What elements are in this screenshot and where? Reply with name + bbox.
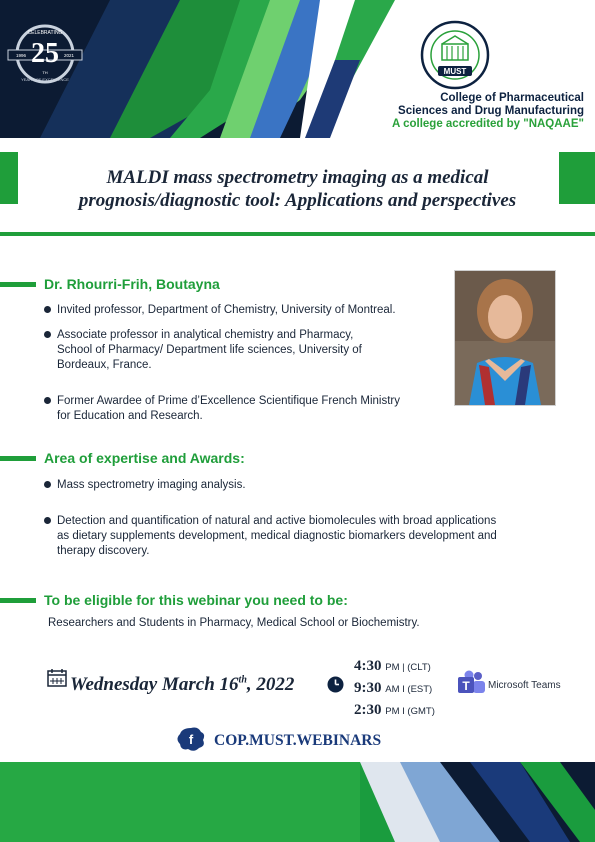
bullet-text: as dietary supplements development, medical diagnostic biomarkers development and	[57, 530, 497, 542]
expertise-section-bar	[0, 456, 36, 461]
title-divider	[0, 232, 595, 236]
bullet-dot	[44, 397, 51, 404]
footer-decorative-band	[0, 740, 595, 842]
facebook-page-handle[interactable]: COP.MUST.WEBINARS	[214, 732, 382, 749]
expertise-bullet	[44, 514, 497, 559]
speaker-bullet	[44, 394, 400, 424]
webinar-title-line2: prognosis/diagnostic tool: Applications and perspectives	[78, 190, 517, 211]
anniversary-top-text: CELEBRATING	[27, 30, 63, 36]
college-logo-abbrev: MUST	[443, 67, 467, 76]
speaker-bullet	[44, 328, 362, 373]
college-name-line2: Sciences and Drug Manufacturing	[398, 105, 584, 117]
time-value: 2:30	[354, 702, 382, 718]
bullet-text: for Education and Research.	[57, 410, 203, 422]
time-value: 9:30	[354, 680, 382, 696]
time-row	[354, 700, 435, 722]
svg-text:f: f	[188, 732, 194, 747]
bullet-text: Detection and quantification of natural and active biomolecules with broad applications	[57, 515, 497, 527]
microsoft-teams-label: Microsoft Teams	[488, 680, 561, 691]
college-logo	[420, 20, 490, 90]
time-zone: PM I (GMT)	[385, 706, 435, 717]
accreditation-text: A college accredited by "NAQAAE"	[392, 118, 584, 130]
bullet-text: School of Pharmacy/ Department life sciences, University of	[57, 344, 362, 356]
anniversary-right-year: 2021	[64, 53, 75, 58]
bullet-dot	[44, 331, 51, 338]
clock-icon	[327, 676, 344, 693]
time-row	[354, 656, 435, 678]
expertise-heading: Area of expertise and Awards:	[44, 450, 245, 466]
anniversary-left-year: 1996	[16, 53, 27, 58]
bullet-text: Mass spectrometry imaging analysis.	[57, 479, 246, 491]
speaker-name: Dr. Rhourri-Frih, Boutayna	[44, 276, 220, 292]
anniversary-number: 25	[31, 38, 59, 69]
bullet-dot	[44, 517, 51, 524]
webinar-title-line1: MALDI mass spectrometry imaging as a medical	[106, 167, 489, 188]
bullet-text: Invited professor, Department of Chemistry, University of Montreal.	[57, 304, 396, 316]
bullet-dot	[44, 481, 51, 488]
college-name	[352, 92, 584, 131]
webinar-date	[70, 674, 294, 696]
bullet-text: Associate professor in analytical chemistry and Pharmacy,	[57, 329, 354, 341]
eligibility-heading: To be eligible for this webinar you need to be:	[44, 592, 348, 608]
time-zone: PM | (CLT)	[385, 662, 431, 673]
anniversary-badge	[6, 22, 84, 86]
anniversary-bottom-text: YEARS OF EXCELLENCE	[21, 77, 69, 82]
date-prefix: Wednesday March 16	[70, 674, 239, 695]
time-value: 4:30	[354, 658, 382, 674]
time-row	[354, 678, 435, 700]
eligibility-text: Researchers and Students in Pharmacy, Medical School or Biochemistry.	[48, 617, 420, 629]
college-name-line1: College of Pharmaceutical	[440, 92, 584, 104]
bullet-dot	[44, 306, 51, 313]
speaker-section-bar	[0, 282, 36, 287]
svg-text:T: T	[462, 679, 470, 693]
bullet-text: Bordeaux, France.	[57, 359, 152, 371]
bullet-text: Former Awardee of Prime d’Excellence Scientifique French Ministry	[57, 395, 401, 407]
calendar-icon	[47, 669, 67, 687]
microsoft-teams-icon	[458, 670, 486, 696]
bullet-text: therapy discovery.	[57, 545, 150, 557]
webinar-title	[30, 166, 565, 212]
title-accent-left	[0, 152, 18, 204]
date-suffix-ordinal: th	[238, 674, 247, 686]
webinar-times	[354, 656, 435, 722]
date-year: , 2022	[246, 674, 295, 695]
expertise-bullet	[44, 478, 246, 493]
anniversary-suffix: TH	[42, 70, 48, 75]
speaker-bullet	[44, 303, 396, 318]
eligibility-section-bar	[0, 598, 36, 603]
speaker-photo	[454, 270, 556, 406]
time-zone: AM I (EST)	[385, 684, 433, 695]
